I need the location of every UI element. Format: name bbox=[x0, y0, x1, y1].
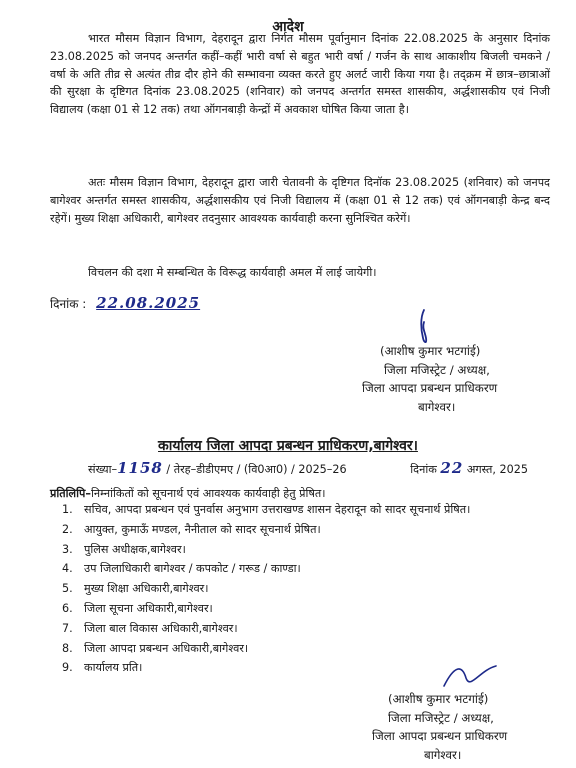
recipient-list bbox=[62, 502, 470, 680]
ref-date: दिनांक 22 अगस्त, 2025 bbox=[410, 459, 528, 477]
signature-block-2 bbox=[372, 690, 508, 764]
list-item: 8. जिला आपदा प्रबन्धन अधिकारी,बागेश्वर। bbox=[62, 641, 249, 655]
list-item: 5. मुख्य शिक्षा अधिकारी,बागेश्वर। bbox=[62, 582, 209, 596]
order-title: आदेश bbox=[272, 19, 304, 35]
list-item: 9. कार्यालय प्रति। bbox=[62, 661, 143, 675]
ref-number-handwritten: 1158 bbox=[117, 459, 163, 477]
order-date-label: दिनांक : bbox=[50, 297, 87, 311]
copy-to-heading bbox=[50, 486, 326, 501]
ref-prefix: संख्या– bbox=[88, 463, 118, 476]
ref-suffix: / तेरह–डीडीएमए / (वि0आ0) / 2025–26 bbox=[166, 463, 347, 476]
order-paragraph-1: भारत मौसम विज्ञान विभाग, देहरादून द्वारा निर्गत मौसम पूर्वानुमान दिनांक 22.08.2025 के अनुसार दिनांक 23.08.2025 को जनपद अन्तर्गत कहीं–कहीं भारी वर्षा से बहुत भारी वर्षा / गर्जन के साथ आकाशीय बिजली चमकने / वर्षा के अति तीव्र से अत्यंत तीव्र दौर होने की सम्भावना व्यक्त करते हुए अलर्ट जारी किया गया है। तद्क्रम में छात्र–छात्राओं की सुरक्षा के दृष्टिगत दिनांक 23.08.2025 (शनिवार) को जनपद अन्तर्गत समस्त शासकीय, अर्द्धशासकीय एवं निजी विद्यालय (कक्षा 01 से 12 तक) तथा ऑगनबाड़ी केन्द्रों में अवकाश घोषित किया जाता है। bbox=[50, 32, 550, 117]
signatory-authority: जिला आपदा प्रबन्धन प्राधिकरण bbox=[372, 729, 508, 743]
list-item: 2. आयुक्त, कुमाऊँ मण्डल, नैनीताल को सादर सूचनार्थ प्रेषित। bbox=[62, 522, 321, 536]
list-item: 7. जिला बाल विकास अधिकारी,बागेश्वर। bbox=[62, 621, 238, 635]
copy-text: निम्नांकितों को सूचनार्थ एवं आवश्यक कार्यवाही हेतु प्रेषित। bbox=[90, 487, 326, 500]
office-heading: कार्यालय जिला आपदा प्रबन्धन प्राधिकरण,बागेश्वर। bbox=[158, 438, 418, 454]
signatory-authority: जिला आपदा प्रबन्धन प्राधिकरण bbox=[362, 381, 498, 395]
ref-date-day-handwritten: 22 bbox=[440, 459, 464, 477]
signatory-designation: जिला मजिस्ट्रेट / अध्यक्ष, bbox=[388, 710, 494, 725]
copy-label: प्रतिलिपि– bbox=[50, 487, 91, 500]
list-item: 4. उप जिलाधिकारी बागेश्वर / कपकोट / गरूड / काण्डा। bbox=[62, 562, 301, 576]
order-date-handwritten: 22.08.2025 bbox=[96, 294, 201, 312]
signatory-designation: जिला मजिस्ट्रेट / अध्यक्ष, bbox=[384, 362, 490, 377]
reference-line bbox=[88, 459, 548, 477]
list-item: 3. पुलिस अधीक्षक,बागेश्वर। bbox=[62, 542, 186, 556]
order-paragraph-3: विचलन की दशा मे सम्बन्धित के विरूद्ध कार्यवाही अमल में लाई जायेगी। bbox=[88, 266, 377, 279]
order-paragraph-2: अतः मौसम विज्ञान विभाग, देहरादून द्वारा जारी चेतावनी के दृष्टिगत दिनॉक 23.08.2025 (शनिवार) को जनपद बागेश्वर अन्तर्गत समस्त शासकीय, अर्द्धशासकीय एवं निजी विद्यालय में (कक्षा 01 से 12 तक) एवं ऑगनबाड़ी केन्द्र बन्द रहेगें। मुख्य शिक्षा अधिकारी, बागेश्वर तदनुसार आवश्यक कार्यवाही करना सुनिश्चित करेगें। bbox=[50, 176, 550, 225]
signatory-place: बागेश्वर। bbox=[424, 747, 462, 762]
signatory-name: (आशीष कुमार भटगांई) bbox=[388, 692, 489, 706]
signature-mark-2 bbox=[440, 660, 500, 694]
signatory-place: बागेश्वर। bbox=[418, 399, 456, 414]
signature-block-1 bbox=[362, 342, 498, 416]
list-item: 6. जिला सूचना अधिकारी,बागेश्वर। bbox=[62, 601, 213, 615]
signatory-name: (आशीष कुमार भटगांई) bbox=[380, 344, 481, 358]
order-date bbox=[50, 294, 200, 312]
list-item: 1. सचिव, आपदा प्रबन्धन एवं पुनर्वास अनुभाग उत्तराखण्ड शासन देहरादून को सादर सूचनार्थ प्रेषित। bbox=[62, 503, 471, 516]
